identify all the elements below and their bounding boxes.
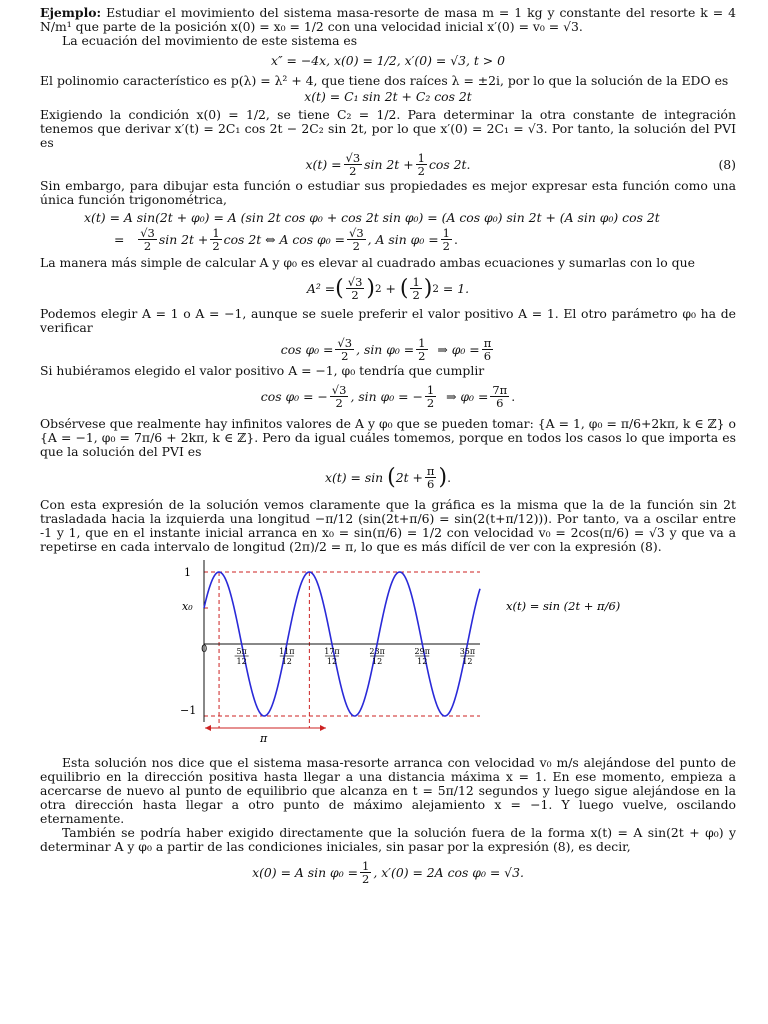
y-label-bottom: −1 [180,704,197,717]
x-tick-numerator: 5π [236,647,247,656]
x-tick-numerator: 17π [324,647,340,656]
paragraph-1: La ecuación del movimiento de este sistema es [62,33,358,48]
x-tick-denominator: 12 [326,657,338,666]
paragraph-7: Si hubiéramos elegido el valor positivo A = −1, φ₀ tendría que cumplir [40,363,485,378]
equation-9: x(0) = A sin φ₀ = $\frac{1}{2}$ , x′(0) = 2A cos φ₀ = √3. [252,859,524,886]
curve-label: x(t) = sin (2t + π/6) [506,599,620,613]
y-label-top: 1 [184,566,191,579]
x-tick-labels [235,647,476,666]
period-arrow-left [205,725,211,731]
equation-5: A² = ( $\frac{√3}{2}$ ) 2 + ( $\frac{1}{2}$ ) 2 = 1. [306,275,470,302]
period-arrow-right [320,725,326,731]
equation-2: x(t) = C₁ sin 2t + C₂ cos 2t [304,89,472,104]
equation-1: x″ = −4x, x(0) = 1/2, x′(0) = √3, t > 0 [270,53,505,68]
equation-3: x(t) = $\frac{√3}{2}$ sin 2t + $\frac{1}{2}$ cos 2t. (8) [305,151,736,178]
paragraph-3: Exigiendo la condición x(0) = 1/2, se tiene C₂ = 1/2. Para determinar la otra constante de integración tenemos que derivar x′(t) = 2C₁ cos 2t − 2C₂ sin 2t, por lo que x′(0) = 2C₁ = √3. Por tanto, la solución del PVI es [40,107,736,150]
x-tick-denominator: 12 [372,657,383,666]
equation-8: x(t) = sin ( 2t + $\frac{\pi}{6}$ ) . [324,464,452,491]
x-tick-numerator: 29π [414,647,430,656]
equation-4b: = $\frac{√3}{2}$ sin 2t + $\frac{1}{2}$ cos 2t ⇔ A cos φ₀ = $\frac{√3}{2}$ , A sin φ₀ = $\frac{1}{2}$ . [114,226,458,253]
period-label: π [260,732,268,745]
x-tick-denominator: 12 [281,657,292,666]
example-paragraph [40,6,736,34]
x-tick-numerator: 35π [459,647,476,656]
x-tick-denominator: 12 [462,657,473,666]
paragraph-5: La manera más simple de calcular A y φ₀ es elevar al cuadrado ambas ecuaciones y sumarlas con lo que [40,255,695,270]
equation-6: cos φ₀ = $\frac{√3}{2}$ , sin φ₀ = $\frac{1}{2}$ ⇒ φ₀ = $\frac{\pi}{6}$ [280,336,492,363]
x-tick-numerator: 11π [279,647,295,656]
sine-plot [180,560,620,748]
paragraph-9: Con esta expresión de la solución vemos claramente que la gráfica es la misma que la de la función sin 2t trasladada hacia la izquierda una longitud −π/12 (sin(2t+π/6) = sin(2(t+π/12))). Por tanto, va a oscilar entre -1 y 1, que en el instante inicial arranca en x₀ = sin(π/6) = 1/2 con velocidad v₀ = 2cos(π/6) = √3 y que va a repetirse en cada intervalo de longitud (2π)/2 = π, lo que es más difícil de ver con la expresión (8). [40,497,736,554]
paragraph-2: El polinomio característico es p(λ) = λ² + 4, que tiene dos raíces λ = ±2i, por lo que la solución de la EDO es [40,73,729,88]
paragraph-10: Esta solución nos dice que el sistema masa-resorte arranca con velocidad v₀ m/s alejándose del punto de equilibrio en la dirección positiva hasta llegar a una distancia máxima x = 1. En ese momento, empieza a acercarse de nuevo al punto de equilibrio que alcanza en t = 5π/12 segundos y luego sigue alejándose en la otra dirección hasta llegar a otro punto de máximo alejamiento x = −1. Y luego vuelve, oscilando eternamente. [40,755,736,826]
paragraph-6: Podemos elegir A = 1 o A = −1, aunque se suele preferir el valor positivo A = 1. El otro parámetro φ₀ ha de verificar [40,306,736,335]
equation-7: cos φ₀ = − $\frac{√3}{2}$ , sin φ₀ = − $\frac{1}{2}$ ⇒ φ₀ = $\frac{7\pi}{6}$ . [260,383,516,410]
solution-figure [40,560,736,748]
document-page [40,6,736,885]
equation-number: (8) [718,156,736,172]
x-tick-denominator: 12 [236,657,247,666]
x-tick-numerator: 23π [369,647,385,656]
y-label-x0: x₀ [182,600,193,613]
example-text: Estudiar el movimiento del sistema masa-resorte de masa m = 1 kg y constante del resorte k = 4 N/m¹ que parte de la posición x(0) = x₀ = 1/2 con una velocidad inicial x′(0) = v₀ = √3. [40,5,736,34]
paragraph-11: También se podría haber exigido directamente que la solución fuera de la forma x(t) = A sin(2t + φ₀) y determinar A y φ₀ a partir de las condiciones iniciales, sin pasar por la expresión (8), es decir, [40,825,736,854]
paragraph-4: Sin embargo, para dibujar esta función o estudiar sus propiedades es mejor expresar esta función como una única función trigonométrica, [40,178,736,207]
x-tick-denominator: 12 [417,657,428,666]
paragraph-8: Obsérvese que realmente hay infinitos valores de A y φ₀ que se pueden tomar: {A = 1, φ₀ = π/6+2kπ, k ∈ ℤ} o {A = −1, φ₀ = 7π/6 + 2kπ, k ∈ ℤ}. Pero da igual cuáles tomemos, porque en todos los casos lo que importa es que la solución del PVI es [40,416,736,459]
origin-label: 0 [201,644,208,655]
example-label: Ejemplo: [40,5,102,20]
equation-4a: x(t) = A sin(2t + φ₀) = A (sin 2t cos φ₀ + cos 2t sin φ₀) = (A cos φ₀) sin 2t + (A sin φ₀) cos 2t [84,210,660,225]
